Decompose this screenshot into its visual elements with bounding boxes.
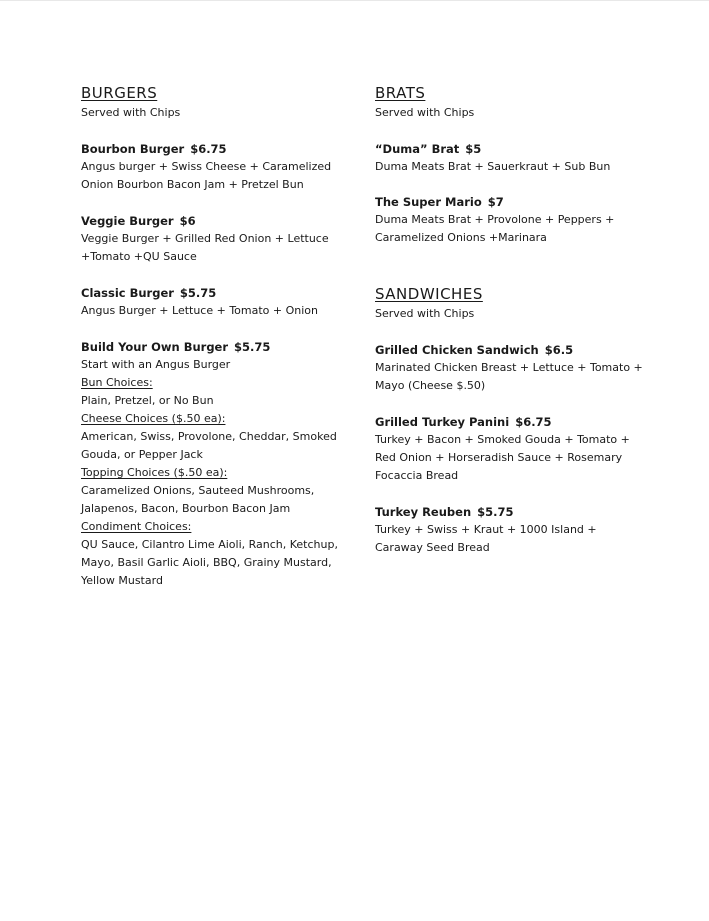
item-price: $5.75 bbox=[477, 505, 514, 519]
sandwiches-heading: SANDWICHES bbox=[375, 285, 483, 303]
item-price: $7 bbox=[487, 195, 504, 209]
topping-choices-options: Caramelized Onions, Sauteed Mushrooms, Jalapenos, Bacon, Bourbon Bacon Jam bbox=[81, 484, 315, 515]
menu-item-veggie-burger bbox=[81, 212, 351, 266]
menu-item-classic-burger bbox=[81, 284, 351, 320]
item-price: $6.75 bbox=[515, 415, 552, 429]
menu-item-build-your-own-burger bbox=[81, 338, 351, 590]
brats-subtitle: Served with Chips bbox=[375, 106, 475, 119]
left-column bbox=[81, 84, 351, 590]
item-name: Build Your Own Burger bbox=[81, 340, 229, 354]
menu-item-duma-brat bbox=[375, 140, 645, 176]
menu-item-grilled-turkey-panini bbox=[375, 413, 645, 485]
item-description: Duma Meats Brat + Provolone + Peppers + Caramelized Onions +Marinara bbox=[375, 213, 615, 244]
menu-item-grilled-chicken-sandwich bbox=[375, 341, 645, 395]
item-price: $6 bbox=[179, 214, 196, 228]
condiment-choices-options: QU Sauce, Cilantro Lime Aioli, Ranch, Ketchup, Mayo, Basil Garlic Aioli, BBQ, Grainy Mustard, Yellow Mustard bbox=[81, 538, 338, 587]
item-price: $6.5 bbox=[544, 343, 574, 357]
item-name: “Duma” Brat bbox=[375, 142, 460, 156]
item-name: Veggie Burger bbox=[81, 214, 174, 228]
condiment-choices-label: Condiment Choices: bbox=[81, 520, 192, 533]
menu-item-turkey-reuben bbox=[375, 503, 645, 557]
menu-item-super-mario bbox=[375, 193, 645, 247]
item-price: $5.75 bbox=[234, 340, 271, 354]
byo-intro: Start with an Angus Burger bbox=[81, 358, 231, 371]
item-description: Angus burger + Swiss Cheese + Caramelized Onion Bourbon Bacon Jam + Pretzel Bun bbox=[81, 160, 332, 191]
menu-item-bourbon-burger bbox=[81, 140, 351, 194]
topping-choices-label: Topping Choices ($.50 ea): bbox=[81, 466, 228, 479]
burgers-subtitle: Served with Chips bbox=[81, 106, 181, 119]
item-description: Angus Burger + Lettuce + Tomato + Onion bbox=[81, 304, 319, 317]
item-description: Turkey + Bacon + Smoked Gouda + Tomato + Red Onion + Horseradish Sauce + Rosemary Focaccia Bread bbox=[375, 433, 630, 482]
bun-choices-label: Bun Choices: bbox=[81, 376, 153, 389]
bun-choices-options: Plain, Pretzel, or No Bun bbox=[81, 394, 214, 407]
item-description: Marinated Chicken Breast + Lettuce + Tomato + Mayo (Cheese $.50) bbox=[375, 361, 643, 392]
item-name: Grilled Turkey Panini bbox=[375, 415, 510, 429]
brats-heading: BRATS bbox=[375, 84, 426, 102]
cheese-choices-label: Cheese Choices ($.50 ea): bbox=[81, 412, 226, 425]
sandwiches-section bbox=[375, 285, 645, 557]
item-name: Bourbon Burger bbox=[81, 142, 185, 156]
item-price: $5 bbox=[465, 142, 482, 156]
cheese-choices-options: American, Swiss, Provolone, Cheddar, Smoked Gouda, or Pepper Jack bbox=[81, 430, 337, 461]
item-name: Turkey Reuben bbox=[375, 505, 472, 519]
sandwiches-subtitle: Served with Chips bbox=[375, 307, 475, 320]
page-top-border bbox=[0, 0, 709, 1]
item-name: The Super Mario bbox=[375, 195, 482, 209]
right-column bbox=[375, 84, 645, 557]
burgers-heading: BURGERS bbox=[81, 84, 158, 102]
item-price: $5.75 bbox=[179, 286, 217, 300]
item-name: Grilled Chicken Sandwich bbox=[375, 343, 539, 357]
item-description: Duma Meats Brat + Sauerkraut + Sub Bun bbox=[375, 160, 611, 173]
item-description: Veggie Burger + Grilled Red Onion + Lettuce +Tomato +QU Sauce bbox=[81, 232, 329, 263]
item-description: Turkey + Swiss + Kraut + 1000 Island + Caraway Seed Bread bbox=[375, 523, 597, 554]
item-price: $6.75 bbox=[190, 142, 227, 156]
item-name: Classic Burger bbox=[81, 286, 174, 300]
